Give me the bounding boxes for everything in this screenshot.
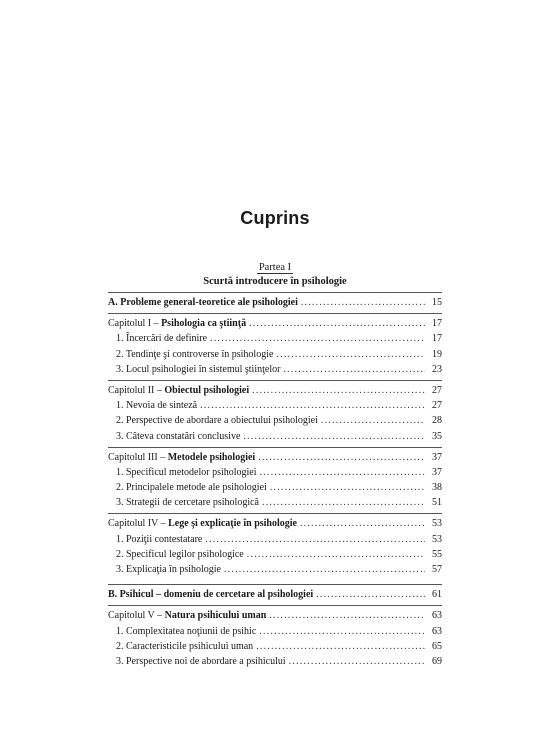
chapter-name: Psihologia ca ştiinţă bbox=[161, 318, 247, 330]
chapter-block bbox=[108, 380, 442, 447]
item-text: 3. Câteva constatări conclusive bbox=[116, 430, 241, 442]
toc-section-entry[interactable] bbox=[108, 295, 442, 310]
chapter-prefix: Capitolul V – bbox=[108, 610, 165, 622]
chapter-block bbox=[108, 605, 442, 672]
page-number: 61 bbox=[432, 589, 442, 601]
dot-leader bbox=[260, 465, 425, 480]
toc-item-entry[interactable] bbox=[108, 429, 442, 444]
toc-item-entry[interactable] bbox=[108, 347, 442, 362]
dot-leader bbox=[269, 608, 425, 623]
section-heading-block bbox=[108, 292, 442, 313]
toc-item-entry[interactable] bbox=[108, 654, 442, 669]
dot-leader bbox=[252, 383, 425, 398]
dot-leader bbox=[259, 624, 425, 639]
page-number: 37 bbox=[432, 451, 442, 463]
toc-chapter-entry[interactable] bbox=[108, 450, 442, 465]
page-number: 37 bbox=[432, 466, 442, 478]
dot-leader bbox=[262, 495, 425, 510]
chapter-prefix: Capitolul IV – bbox=[108, 518, 169, 530]
part-label-text: Partea I bbox=[258, 262, 292, 273]
section-heading: A. Probleme general-teoretice ale psihologiei bbox=[108, 297, 298, 308]
chapter-prefix: Capitolul I – bbox=[108, 318, 162, 330]
item-text: 2. Caracteristicile psihicului uman bbox=[116, 640, 254, 652]
page-number: 51 bbox=[432, 497, 442, 509]
dot-leader bbox=[301, 295, 425, 310]
part-label bbox=[0, 262, 550, 273]
dot-leader bbox=[270, 480, 425, 495]
item-text: 1. Specificul metodelor psihologiei bbox=[116, 466, 257, 478]
page-number: 23 bbox=[432, 363, 442, 375]
dot-leader bbox=[276, 347, 425, 362]
page-title: Cuprins bbox=[240, 208, 310, 228]
page-number: 53 bbox=[432, 518, 442, 530]
item-text: 3. Locul psihologiei în sistemul ştiinţelor bbox=[116, 363, 281, 375]
toc-item-entry[interactable] bbox=[108, 362, 442, 377]
item-text: 2. Perspective de abordare a obiectului psihologiei bbox=[116, 415, 318, 427]
toc-chapter-entry[interactable] bbox=[108, 316, 442, 331]
item-text: 3. Perspective noi de abordare a psihicului bbox=[116, 655, 286, 667]
chapter-name: Obiectul psihologiei bbox=[164, 384, 250, 396]
chapter-name: Lege şi explicaţie în psihologie bbox=[168, 518, 297, 530]
toc-item-entry[interactable] bbox=[108, 562, 442, 577]
item-text: 1. Poziţii contestatare bbox=[116, 533, 203, 545]
dot-leader bbox=[249, 316, 425, 331]
item-text: 3. Strategii de cercetare psihologică bbox=[116, 497, 259, 509]
dot-leader bbox=[283, 362, 425, 377]
toc-section-entry[interactable] bbox=[108, 587, 442, 602]
dot-leader bbox=[289, 654, 425, 669]
page-number: 27 bbox=[432, 384, 442, 396]
page-number: 19 bbox=[432, 348, 442, 360]
toc-chapter-entry[interactable] bbox=[108, 383, 442, 398]
page-number: 63 bbox=[432, 625, 442, 637]
page-number: 27 bbox=[432, 400, 442, 412]
item-text: 1. Încercări de definire bbox=[116, 333, 208, 345]
chapter-name: Natura psihicului uman bbox=[164, 610, 267, 622]
toc-item-entry[interactable] bbox=[108, 639, 442, 654]
page-number: 17 bbox=[432, 318, 442, 330]
section-heading: B. Psihicul – domeniu de cercetare al psihologiei bbox=[108, 589, 314, 601]
dot-leader bbox=[200, 398, 425, 413]
page-number: 55 bbox=[432, 548, 442, 560]
dot-leader bbox=[300, 516, 425, 531]
item-text: 2. Specificul legilor psihologice bbox=[116, 548, 244, 560]
page-number: 28 bbox=[432, 415, 442, 427]
part-subtitle: Scurtă introducere în psihologie bbox=[203, 276, 347, 287]
toc-item-entry[interactable] bbox=[108, 547, 442, 562]
chapter-block bbox=[108, 513, 442, 580]
page-number: 57 bbox=[432, 564, 442, 575]
toc-item-entry[interactable] bbox=[108, 331, 442, 346]
toc-chapter-entry[interactable] bbox=[108, 516, 442, 531]
item-text: 1. Complexitatea noţiunii de psihic bbox=[116, 625, 257, 637]
toc-item-entry[interactable] bbox=[108, 532, 442, 547]
item-text: 1. Nevoia de sinteză bbox=[116, 400, 198, 412]
dot-leader bbox=[224, 562, 425, 577]
page-number: 17 bbox=[432, 333, 442, 345]
page-number: 69 bbox=[432, 655, 442, 667]
dot-leader bbox=[243, 429, 425, 444]
page-number: 53 bbox=[432, 533, 442, 545]
table-of-contents bbox=[108, 292, 442, 672]
dot-leader bbox=[256, 639, 425, 654]
toc-item-entry[interactable] bbox=[108, 624, 442, 639]
dot-leader bbox=[247, 547, 425, 562]
item-text: 3. Explicaţia în psihologie bbox=[116, 564, 221, 575]
page-number: 38 bbox=[432, 482, 442, 494]
dot-leader bbox=[321, 413, 425, 428]
chapter-prefix: Capitolul III – bbox=[108, 451, 168, 463]
toc-item-entry[interactable] bbox=[108, 480, 442, 495]
toc-item-entry[interactable] bbox=[108, 398, 442, 413]
toc-item-entry[interactable] bbox=[108, 413, 442, 428]
page-number: 65 bbox=[432, 640, 442, 652]
dot-leader bbox=[316, 587, 425, 602]
section-heading-block bbox=[108, 584, 442, 605]
chapter-block bbox=[108, 447, 442, 514]
chapter-name: Metodele psihologiei bbox=[167, 451, 256, 463]
item-text: 2. Principalele metode ale psihologiei bbox=[116, 482, 267, 494]
page-number: 15 bbox=[432, 297, 442, 308]
item-text: 2. Tendinţe şi controverse în psihologie bbox=[116, 348, 274, 360]
toc-chapter-entry[interactable] bbox=[108, 608, 442, 623]
chapter-prefix: Capitolul II – bbox=[108, 384, 165, 396]
page-number: 63 bbox=[432, 610, 442, 622]
page-number: 35 bbox=[432, 430, 442, 442]
chapter-block bbox=[108, 313, 442, 380]
dot-leader bbox=[258, 450, 425, 465]
dot-leader bbox=[210, 331, 425, 346]
toc-item-entry[interactable] bbox=[108, 465, 442, 480]
toc-item-entry[interactable] bbox=[108, 495, 442, 510]
dot-leader bbox=[205, 532, 425, 547]
